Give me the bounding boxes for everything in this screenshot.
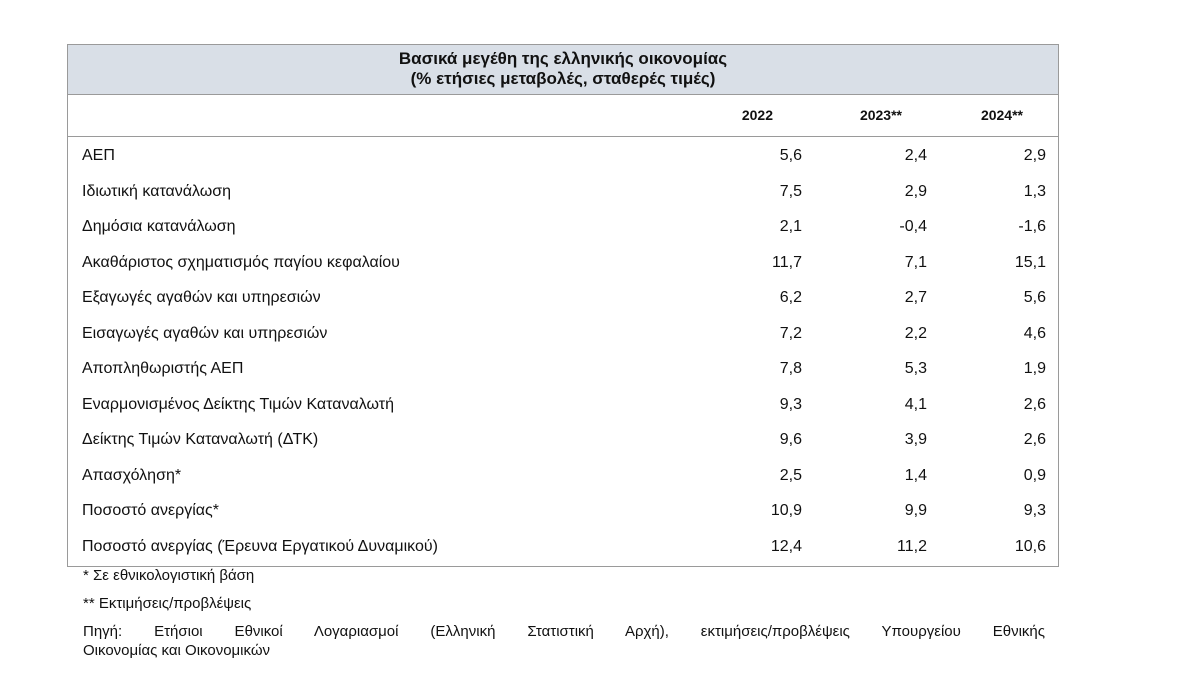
table-row bbox=[68, 174, 1058, 210]
row-value: 2,6 bbox=[1023, 395, 1046, 413]
row-label: Δείκτης Τιμών Καταναλωτή (ΔΤΚ) bbox=[82, 431, 319, 448]
row-value: 5,6 bbox=[779, 147, 802, 164]
column-header-row bbox=[68, 95, 1058, 137]
row-value: 11,2 bbox=[897, 537, 927, 555]
table-body bbox=[68, 137, 1058, 566]
table-title-line2: (% ετήσιες μεταβολές, σταθερές τιμές) bbox=[410, 69, 716, 88]
row-value: 2,6 bbox=[1023, 431, 1046, 448]
row-value: 9,6 bbox=[779, 431, 802, 448]
row-value: 4,1 bbox=[904, 395, 927, 413]
row-value: 5,3 bbox=[904, 360, 927, 377]
table-row bbox=[68, 529, 1058, 565]
column-header-2024: 2024** bbox=[980, 107, 1023, 123]
column-header-2023: 2023** bbox=[859, 107, 902, 123]
source-note bbox=[83, 622, 1045, 660]
table-row bbox=[68, 138, 1058, 174]
table-row bbox=[68, 351, 1058, 387]
row-label: Απασχόληση* bbox=[82, 466, 182, 484]
row-value: 2,5 bbox=[779, 466, 802, 484]
row-label: Εξαγωγές αγαθών και υπηρεσιών bbox=[82, 289, 321, 306]
table-row bbox=[68, 316, 1058, 352]
row-value: 2,9 bbox=[904, 182, 927, 200]
row-value: 2,2 bbox=[904, 324, 927, 342]
table-row bbox=[68, 387, 1058, 423]
row-label: Εναρμονισμένος Δείκτης Τιμών Καταναλωτή bbox=[82, 395, 395, 413]
table-row bbox=[68, 493, 1058, 529]
table-row bbox=[68, 422, 1058, 458]
row-value: 7,1 bbox=[904, 253, 927, 271]
row-label: Εισαγωγές αγαθών και υπηρεσιών bbox=[82, 324, 328, 342]
row-value: 9,3 bbox=[1023, 502, 1046, 519]
row-value: 1,3 bbox=[1023, 182, 1046, 200]
row-value: 9,9 bbox=[904, 502, 927, 519]
table-row bbox=[68, 458, 1058, 494]
row-value: 1,9 bbox=[1023, 360, 1046, 377]
table-title-line1: Βασικά μεγέθη της ελληνικής οικονομίας bbox=[398, 49, 728, 68]
row-value: 0,9 bbox=[1023, 466, 1046, 484]
row-value: 15,1 bbox=[1014, 253, 1046, 271]
row-label: Αποπληθωριστής ΑΕΠ bbox=[82, 360, 244, 377]
row-value: 6,2 bbox=[779, 289, 802, 306]
row-value: -0,4 bbox=[899, 218, 927, 235]
row-value: 2,7 bbox=[904, 289, 927, 306]
row-value: 7,2 bbox=[779, 324, 802, 342]
footnote-national-accounts: * Σε εθνικολογιστική βάση bbox=[83, 567, 255, 584]
table-title bbox=[68, 45, 1058, 95]
row-value: 5,6 bbox=[1023, 289, 1046, 306]
column-header-2022: 2022 bbox=[741, 107, 773, 123]
row-value: 2,9 bbox=[1023, 147, 1046, 164]
row-value: 9,3 bbox=[779, 395, 802, 413]
table-row bbox=[68, 280, 1058, 316]
row-label: Ακαθάριστος σχηματισμός παγίου κεφαλαίου bbox=[82, 253, 400, 271]
row-value: 7,5 bbox=[779, 182, 802, 200]
row-label: Ποσοστό ανεργίας* bbox=[82, 502, 219, 519]
row-value: 3,9 bbox=[904, 431, 927, 448]
row-label: Ποσοστό ανεργίας (Έρευνα Εργατικού Δυναμικού) bbox=[82, 537, 438, 555]
footnotes bbox=[83, 566, 1045, 669]
table-row bbox=[68, 245, 1058, 281]
table-row bbox=[68, 209, 1058, 245]
source-note-line1: Πηγή: Ετήσιοι Εθνικοί Λογαριασμοί (Ελληνική Στατιστική Αρχή), εκτιμήσεις/προβλέψεις Υπουργείου Εθνικής bbox=[83, 623, 1045, 640]
footnote-estimates: ** Εκτιμήσεις/προβλέψεις bbox=[83, 595, 252, 612]
row-value: 7,8 bbox=[779, 360, 802, 377]
row-label: ΑΕΠ bbox=[82, 147, 115, 164]
row-value: 12,4 bbox=[770, 537, 802, 555]
row-value: 10,6 bbox=[1014, 537, 1046, 555]
row-value: 11,7 bbox=[772, 253, 802, 271]
row-label: Δημόσια κατανάλωση bbox=[82, 218, 236, 235]
row-value: 2,1 bbox=[779, 218, 802, 235]
source-note-line2: Οικονομίας και Οικονομικών bbox=[83, 642, 271, 659]
row-label: Ιδιωτική κατανάλωση bbox=[82, 182, 232, 200]
row-value: 2,4 bbox=[904, 147, 927, 164]
economy-table bbox=[67, 44, 1059, 567]
row-value: 10,9 bbox=[770, 502, 802, 519]
row-value: -1,6 bbox=[1018, 218, 1046, 235]
row-value: 4,6 bbox=[1023, 324, 1046, 342]
row-value: 1,4 bbox=[904, 466, 927, 484]
